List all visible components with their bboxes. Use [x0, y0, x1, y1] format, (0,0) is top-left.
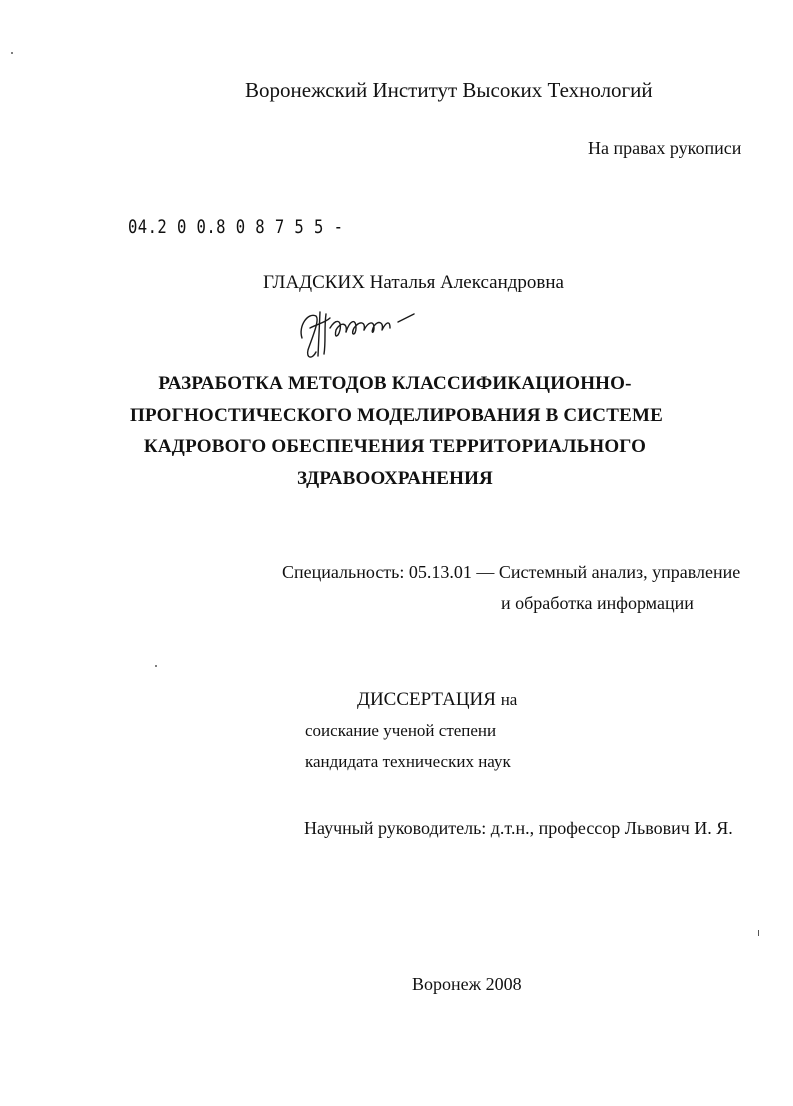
scan-speck	[758, 930, 759, 936]
title-line-2: ПРОГНОСТИЧЕСКОГО МОДЕЛИРОВАНИЯ В СИСТЕМЕ	[130, 404, 663, 426]
dissertation-title	[130, 368, 663, 494]
specialty-line-2: и обработка информации	[501, 593, 694, 613]
title-line-1: РАЗРАБОТКА МЕТОДОВ КЛАССИФИКАЦИОННО-	[158, 373, 632, 394]
rights-note: На правах рукописи	[588, 138, 742, 158]
dissertation-word: ДИССЕРТАЦИЯ	[357, 689, 496, 710]
dissertation-preposition: на	[500, 690, 518, 709]
scan-speck	[155, 665, 157, 667]
registration-stamp: 04.2 0 0.8 0 8 7 5 5 -	[128, 216, 344, 238]
specialty-line-1: Специальность: 05.13.01 — Системный анализ, управление	[282, 562, 741, 582]
degree-line-2: кандидата технических наук	[305, 752, 511, 771]
scientific-advisor: Научный руководитель: д.т.н., профессор Львович И. Я.	[304, 818, 733, 838]
title-line-3: КАДРОВОГО ОБЕСПЕЧЕНИЯ ТЕРРИТОРИАЛЬНОГО	[143, 436, 647, 457]
institute-name: Воронежский Институт Высоких Технологий	[245, 78, 653, 102]
author-signature	[290, 298, 430, 368]
scan-speck	[11, 52, 13, 54]
degree-line-1: соискание ученой степени	[305, 721, 497, 740]
author-name: ГЛАДСКИХ Наталья Александровна	[263, 272, 564, 293]
title-line-4: ЗДРАВООХРАНЕНИЯ	[297, 467, 493, 489]
dissertation-label	[357, 689, 517, 711]
city-year: Воронеж 2008	[412, 974, 522, 994]
